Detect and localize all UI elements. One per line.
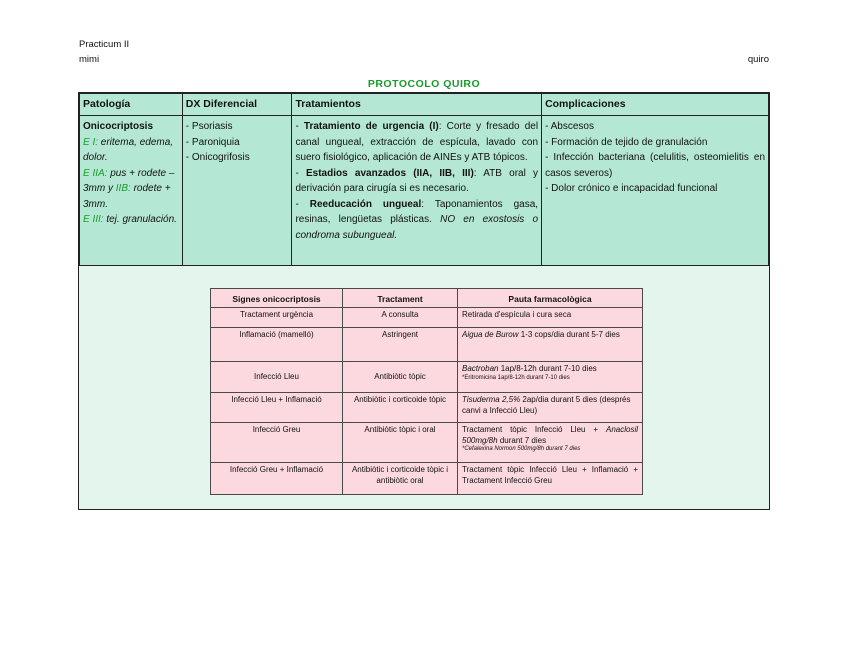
stage-2a-text: pus + rodete – 3mm y (83, 167, 175, 194)
treatment-reeducation: - Reeducación ungueal: Taponamientos gasa, resinas, lengüetas plásticas. NO en exostosis o condroma subungueal. (295, 198, 539, 241)
complication-item: - Dolor crónico e incapacidad funcional (545, 183, 718, 194)
pharma-sign: Inflamació (mamelló) (211, 328, 343, 362)
pharmacology-table (210, 288, 643, 495)
header-course: Practicum II (79, 39, 130, 50)
cell-dx-diferencial (182, 116, 292, 266)
pharma-header-signes: Signes onicocriptosis (211, 289, 343, 308)
table-row (211, 308, 643, 328)
header-patologia: Patología (80, 94, 183, 116)
dx-item: - Psoriasis (185, 121, 233, 132)
pharma-header-row (211, 289, 643, 308)
cell-tratamientos (292, 116, 542, 266)
stage-1-text: eritema, edema, dolor. (83, 136, 174, 163)
table-row (211, 362, 643, 393)
header-tratamientos: Tratamientos (292, 94, 542, 116)
pharma-treatment: Astringent (343, 328, 458, 362)
pharma-sign: Infecció Lleu (211, 362, 343, 393)
pharma-sign: Infecció Lleu + Inflamació (211, 393, 343, 423)
protocol-header-row (80, 94, 769, 116)
table-row (211, 328, 643, 362)
pharma-drug: Retirada d'espícula i cura seca (458, 308, 643, 328)
pharma-drug: Bactroban 1ap/8-12h durant 7-10 dies *Eritromicina 1ap/8-12h durant 7-10 dies (458, 362, 643, 393)
pharma-drug: Tractament tòpic Infecció Lleu + Anaclosil 500mg/8h durant 7 dies *Cefalexina Normon 500mg/8h durant 7 dies (458, 423, 643, 463)
header-author: mimi (79, 54, 100, 65)
stage-3-text: tej. granulación. (103, 214, 177, 225)
pharma-treatment: Antibiòtic tòpic (343, 362, 458, 393)
pharma-note: *Cefalexina Normon 500mg/8h durant 7 dies (462, 446, 581, 452)
cell-patologia (80, 116, 183, 266)
pathology-name: Onicocriptosis (83, 121, 154, 132)
stage-3-label: E III: (83, 214, 104, 225)
table-row (211, 423, 643, 463)
complication-item: - Infección bacteriana (celulitis, osteomielitis en casos severos) (545, 152, 765, 179)
stage-1-label: E I: (83, 136, 99, 148)
pharma-sign: Tractament urgència (211, 308, 343, 328)
pharma-header-tractament: Tractament (343, 289, 458, 308)
pharma-treatment: Antibiòtic tòpic i oral (343, 423, 458, 463)
pharma-treatment: A consulta (343, 308, 458, 328)
complication-item: - Formación de tejido de granulación (545, 136, 708, 148)
protocol-row (80, 116, 769, 266)
pharma-header-pauta: Pauta farmacològica (458, 289, 643, 308)
pharma-treatment: Antibiòtic i corticoide tòpic (343, 393, 458, 423)
table-row (211, 463, 643, 495)
pharma-note: *Eritromicina 1ap/8-12h durant 7-10 dies (462, 374, 570, 381)
treatment-advanced: - Estadios avanzados (IIA, IIB, III): ATB oral y derivación para cirugía si es necesario. (295, 167, 539, 194)
pharma-treatment: Antibiòtic i corticoide tòpic i antibiòtic oral (343, 463, 458, 495)
table-row (211, 393, 643, 423)
protocol-frame (78, 92, 770, 510)
pharma-drug: Tractament tòpic Infecció Lleu + Inflamació + Tractament Infecció Greu (458, 463, 643, 495)
header-subject: quiro (747, 54, 769, 65)
pharma-drug: Aigua de Burow 1-3 cops/dia durant 5-7 dies (458, 328, 643, 362)
stage-2b-text: rodete + 3mm. (83, 183, 171, 210)
header-complicaciones: Complicaciones (542, 94, 769, 116)
dx-item: - Paroniquia (185, 136, 240, 148)
cell-complicaciones (542, 116, 769, 266)
page-title: PROTOCOLO QUIRO (367, 78, 481, 90)
pharma-sign: Infecció Greu (211, 423, 343, 463)
stage-2a-label: E IIA: (83, 167, 108, 179)
stage-2b-label: IIB: (115, 183, 131, 194)
complication-item: - Abscesos (545, 121, 594, 132)
pharma-sign: Infecció Greu + Inflamació (211, 463, 343, 495)
protocol-table (79, 93, 769, 266)
dx-item: - Onicogrifosis (185, 152, 250, 163)
treatment-urgent: - Tratamiento de urgencia (I): Corte y fresado del canal ungueal, extracción de espícula, lavado con suero fisiológico, aplicación de AINEs y ATB tópicos. (295, 121, 539, 163)
header-dx-diferencial: DX Diferencial (182, 94, 292, 116)
pharma-drug: Tisuderma 2,5% 2ap/dia durant 5 dies (després canvi a Infecció Lleu) (458, 393, 643, 423)
